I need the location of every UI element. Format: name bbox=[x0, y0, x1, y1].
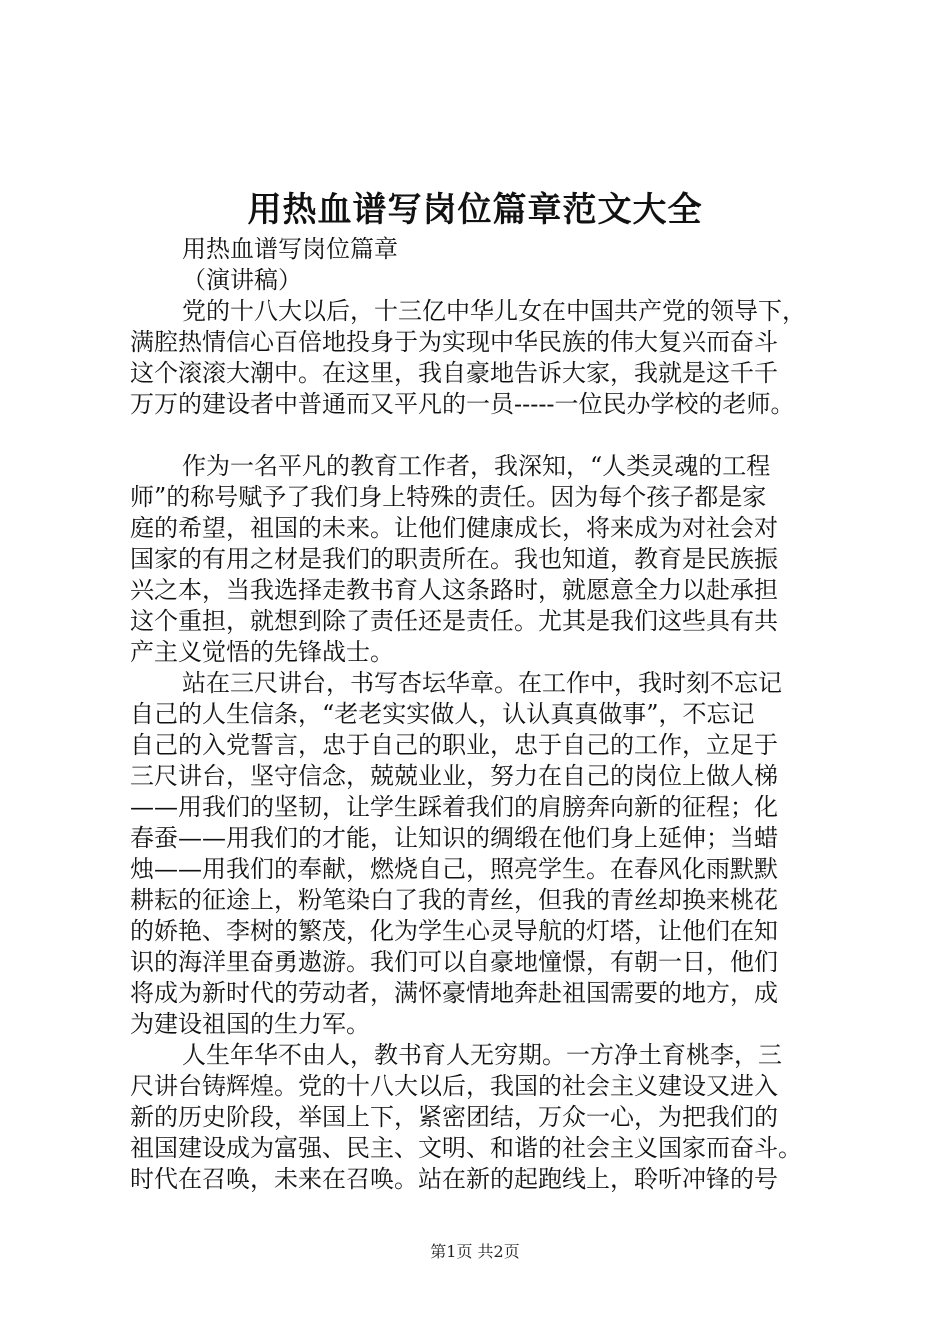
paragraph-line: 春蚕——用我们的才能，让知识的绸缎在他们身上延伸；当蜡 bbox=[130, 824, 778, 852]
document-body bbox=[130, 234, 850, 1195]
paragraph-line: 兴之本，当我选择走教书育人这条路时，就愿意全力以赴承担 bbox=[130, 576, 778, 604]
paragraph-line: ——用我们的坚韧，让学生踩着我们的肩膀奔向新的征程；化 bbox=[130, 793, 778, 821]
paragraph-line: 自己的入党誓言，忠于自己的职业，忠于自己的工作，立足于 bbox=[130, 731, 778, 759]
document-title: 用热血谱写岗位篇章范文大全 bbox=[247, 190, 703, 230]
page-footer: 第1页 共2页 bbox=[430, 1242, 520, 1261]
paragraph-line: 万万的建设者中普通而又平凡的一员-----一位民办学校的老师。 bbox=[130, 390, 795, 418]
paragraph-line: 三尺讲台，坚守信念，兢兢业业，努力在自己的岗位上做人梯 bbox=[130, 762, 778, 790]
paragraph-line: 为建设祖国的生力军。 bbox=[130, 1010, 370, 1038]
paragraph-line: 这个重担，就想到除了责任还是责任。尤其是我们这些具有共 bbox=[130, 607, 778, 635]
paragraph-line: 这个滚滚大潮中。在这里，我自豪地告诉大家，我就是这千千 bbox=[130, 359, 778, 387]
paragraph-line: 人生年华不由人，教书育人无穷期。一方净土育桃李，三 bbox=[182, 1041, 782, 1069]
paragraph-line: 庭的希望，祖国的未来。让他们健康成长，将来成为对社会对 bbox=[130, 514, 778, 542]
paragraph-line: 党的十八大以后，十三亿中华儿女在中国共产党的领导下， bbox=[182, 297, 806, 325]
paragraph-line: 新的历史阶段，举国上下，紧密团结，万众一心，为把我们的 bbox=[130, 1103, 778, 1131]
paragraph-line: 作为一名平凡的教育工作者，我深知，“人类灵魂的工程 bbox=[182, 452, 771, 480]
paragraph-line: 识的海洋里奋勇遨游。我们可以自豪地憧憬，有朝一日，他们 bbox=[130, 948, 778, 976]
paragraph-line: 将成为新时代的劳动者，满怀豪情地奔赴祖国需要的地方，成 bbox=[130, 979, 778, 1007]
paragraph-line: 自己的人生信条，“老老实实做人，认认真真做事”，不忘记 bbox=[130, 700, 755, 728]
paragraph-line: 国家的有用之材是我们的职责所在。我也知道，教育是民族振 bbox=[130, 545, 778, 573]
paragraph-line: 尺讲台铸辉煌。党的十八大以后，我国的社会主义建设又进入 bbox=[130, 1072, 778, 1100]
paragraph-line: 满腔热情信心百倍地投身于为实现中华民族的伟大复兴而奋斗 bbox=[130, 328, 778, 356]
paragraph-line: 的娇艳、李树的繁茂，化为学生心灵导航的灯塔，让他们在知 bbox=[130, 917, 778, 945]
paragraph-line: 祖国建设成为富强、民主、文明、和谐的社会主义国家而奋斗。 bbox=[130, 1134, 802, 1162]
speech-label: （演讲稿） bbox=[182, 266, 302, 294]
subtitle: 用热血谱写岗位篇章 bbox=[182, 235, 398, 263]
paragraph-line: 站在三尺讲台，书写杏坛华章。在工作中，我时刻不忘记 bbox=[182, 669, 782, 697]
paragraph-line: 耕耘的征途上，粉笔染白了我的青丝，但我的青丝却换来桃花 bbox=[130, 886, 778, 914]
paragraph-line: 师”的称号赋予了我们身上特殊的责任。因为每个孩子都是家 bbox=[130, 483, 767, 511]
paragraph-line: 产主义觉悟的先锋战士。 bbox=[130, 638, 394, 666]
paragraph-spacer bbox=[130, 420, 850, 451]
paragraph-line: 烛——用我们的奉献，燃烧自己，照亮学生。在春风化雨默默 bbox=[130, 855, 778, 883]
paragraph-line: 时代在召唤，未来在召唤。站在新的起跑线上，聆听冲锋的号 bbox=[130, 1165, 778, 1193]
